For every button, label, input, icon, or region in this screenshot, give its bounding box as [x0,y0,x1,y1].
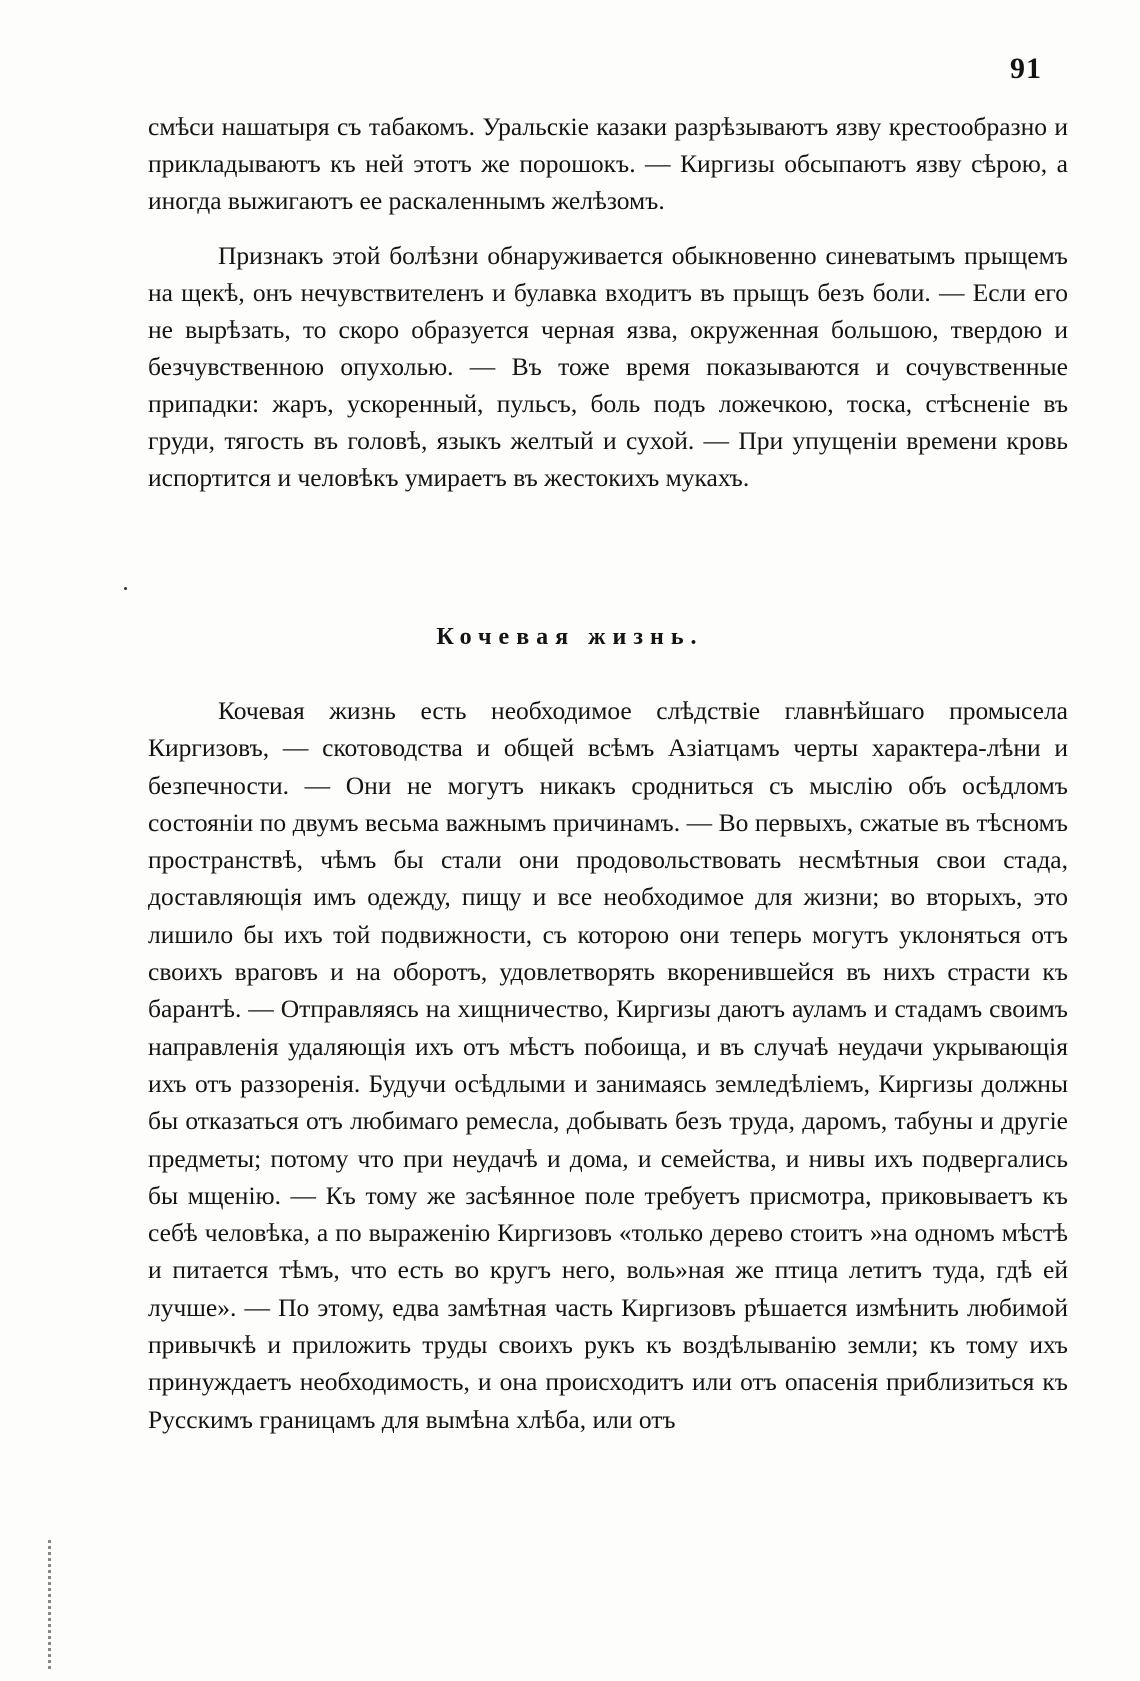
page-number: 91 [1010,52,1042,85]
paragraph-nomadic-life: Кочевая жизнь есть необходимое слѣдствіе главнѣйшаго промысела Киргизовъ, — скотоводства и общей всѣмъ Азіатцамъ черты характера-лѣни и безпечности. — Они не могутъ никакъ сродниться съ мыслію объ осѣдломъ состояніи по двумъ весьма важнымъ причинамъ. — Во первыхъ, сжатые въ тѣсномъ пространствѣ, чѣмъ бы стали они продовольствовать несмѣтныя свои стада, доставляющія имъ одежду, пищу и все необходимое для жизни; во вторыхъ, это лишило бы ихъ той подвижности, съ которою они теперь могутъ уклоняться отъ своихъ враговъ и на оборотъ, удовлетворять вкоренившейся въ нихъ страсти къ барантѣ. — Отправляясь на хищничество, Киргизы даютъ ауламъ и стадамъ своимъ направленія удаляющія ихъ отъ мѣстъ побоища, и въ случаѣ неудачи укрывающія ихъ отъ раззоренія. Будучи осѣдлыми и занимаясь земледѣліемъ, Киргизы должны бы отказаться отъ любимаго ремесла, добывать безъ труда, даромъ, табуны и другіе предметы; потому что при неудачѣ и дома, и семейства, и нивы ихъ подвергались бы мщенію. — Къ тому же засѣянное поле требуетъ присмотра, приковываетъ къ себѣ человѣка, а по выраженію Киргизовъ «только дерево стоитъ »на одномъ мѣстѣ и питается тѣмъ, что есть во кругъ него, воль»ная же птица летитъ туда, гдѣ ей лучше». — По этому, едва замѣтная часть Киргизовъ рѣшается измѣнить любимой привычкѣ и приложить труды своихъ рукъ къ воздѣлыванію земли; къ тому ихъ принуждаетъ необходимость, и она происходитъ или отъ опасенія приблизиться къ Русскимъ границамъ для вымѣна хлѣба, или отъ [148,696,1068,1434]
paragraph-symptoms: Признакъ этой болѣзни обнаруживается обыкновенно синеватымъ прыщемъ на щекѣ, онъ нечувствителенъ и булавка входитъ въ прыщъ безъ боли. — Если его не вырѣзать, то скоро образуется черная язва, окруженная большою, твердою и безчувственною опухолью. — Въ тоже время показываются и сочувственные припадки: жаръ, ускоренный, пульсъ, боль подъ ложечкою, тоска, стѣсненіе въ груди, тягость въ головѣ, языкъ желтый и сухой. — При упущеніи времени кровь испортится и человѣкъ умираетъ въ жестокихъ мукахъ. [148,241,1068,492]
print-speck [124,587,127,590]
section-title: Кочевая жизнь. [436,624,704,650]
margin-scan-mark [48,1540,51,1670]
main-text-block [148,692,1068,1438]
top-text-block [148,108,1068,496]
paragraph-continuation: смѣси нашатыря съ табакомъ. Уральскіе казаки разрѣзываютъ язву крестообразно и прикладываютъ къ ней этотъ же порошокъ. — Киргизы обсыпаютъ язву сѣрою, а иногда выжигаютъ ее раскаленнымъ желѣзомъ. [148,112,1068,215]
